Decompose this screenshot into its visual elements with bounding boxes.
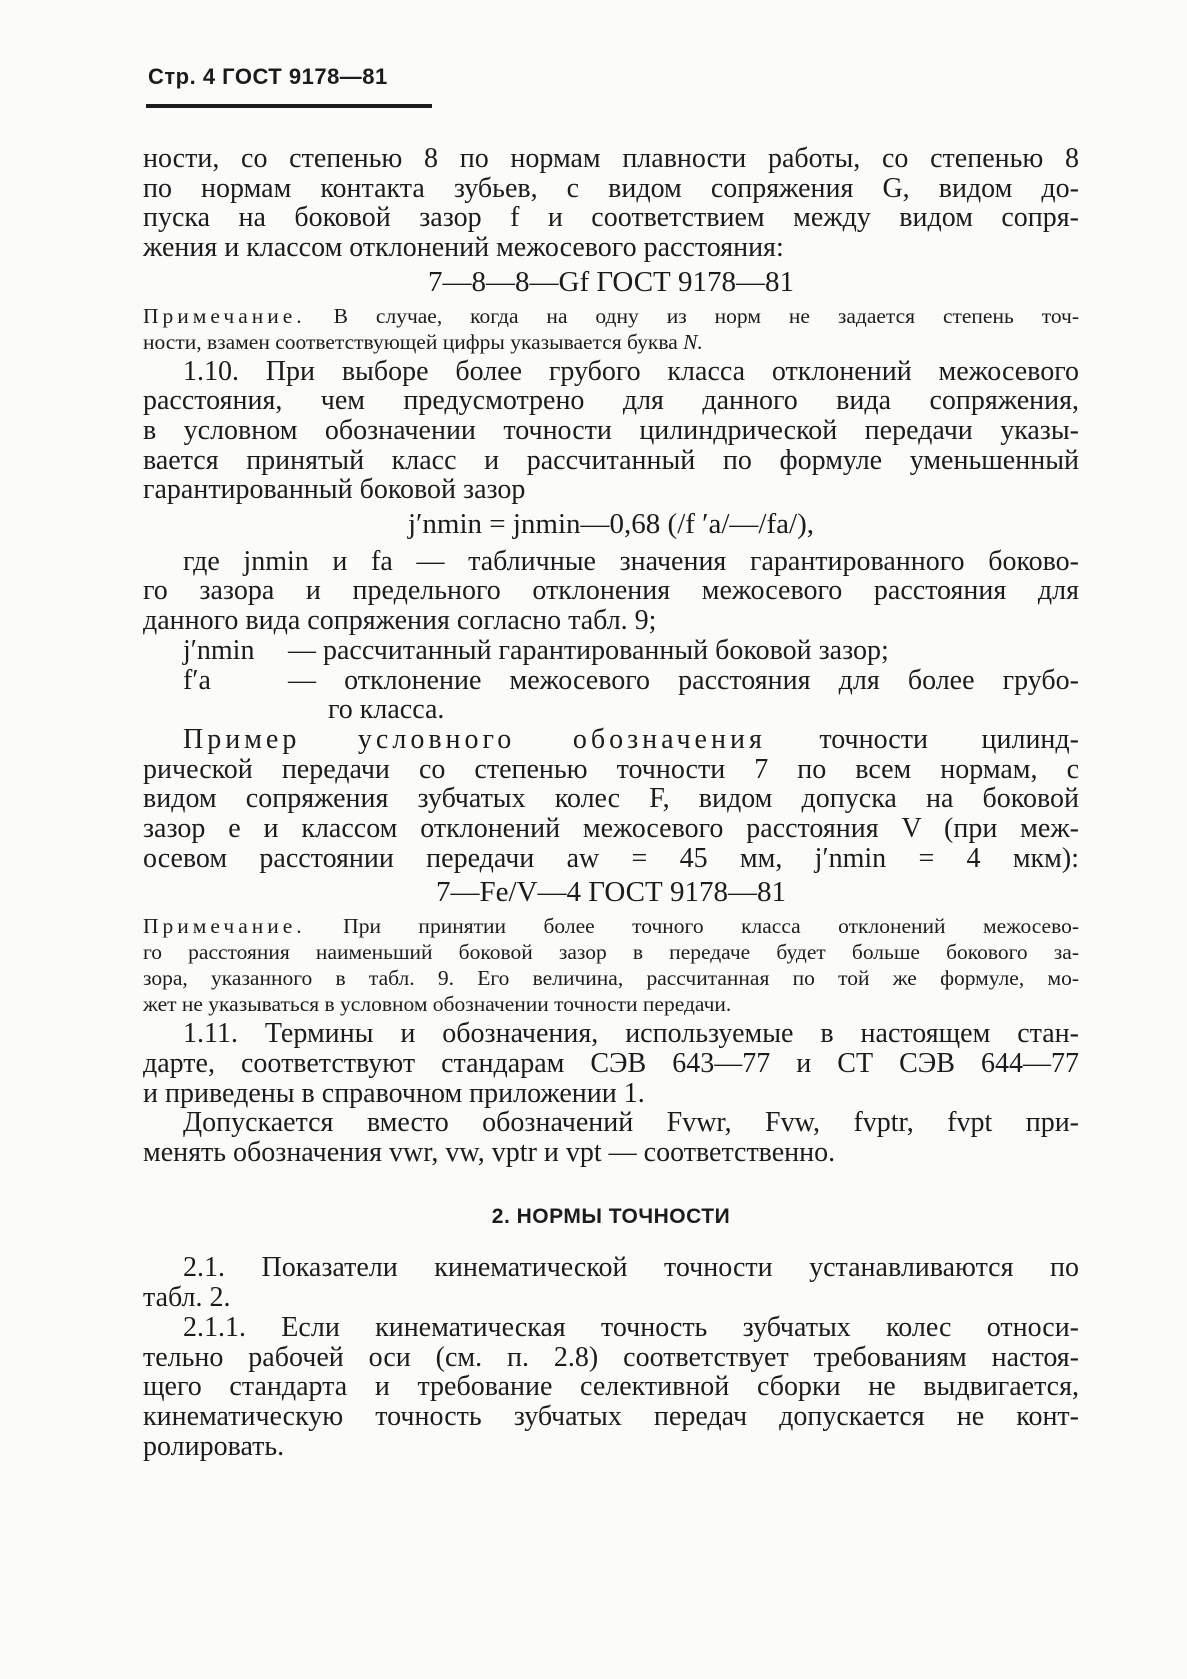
note-text: ности, взамен соответствующей цифры указывается буква — [143, 329, 678, 354]
text-line: ролировать. — [143, 1430, 285, 1462]
text-line: видом сопряжения зубчатых колес F, видом допуска на боковой — [143, 783, 1079, 815]
text-line: 2.1.1. Если кинематическая точность зубчатых колес относи- — [183, 1311, 1079, 1343]
note-letter: N. — [683, 329, 703, 354]
definition-symbol: f′a — [183, 664, 211, 696]
note-2 — [143, 915, 1079, 1015]
section-title: 2. НОРМЫ ТОЧНОСТИ — [491, 1204, 731, 1228]
text-line: го зазора и предельного отклонения межосевого расстояния для — [143, 575, 1079, 607]
note-text: жет не указываться в условном обозначении точности передачи. — [143, 992, 732, 1017]
text-line: го класса. — [328, 694, 445, 726]
text-line: менять обозначения vwr, vw, vptr и vpt — соответственно. — [143, 1136, 836, 1168]
text-line: расстояния, чем предусмотрено для данного вида сопряжения, — [143, 385, 1079, 417]
where-block — [143, 547, 1079, 725]
text-line: жения и классом отклонений межосевого расстояния: — [143, 232, 784, 264]
example-label: Пример условного обозначения — [183, 723, 766, 755]
note-text: При принятии более точного класса отклонений межосево- — [343, 914, 1080, 939]
text-line: Допускается вместо обозначений Fvwr, Fvw, fvptr, fvpt при- — [183, 1107, 1079, 1139]
note-text: го расстояния наименьший боковой зазор в передаче будет больше бокового за- — [143, 940, 1079, 965]
text-line: точности цилинд- — [819, 723, 1079, 755]
note-text: В случае, когда на одну из норм не задается степень точ- — [333, 303, 1080, 328]
text-line: зазор e и классом отклонений межосевого расстояния V (при меж- — [143, 813, 1079, 845]
text-line: 1.10. При выборе более грубого класса отклонений межосевого — [183, 355, 1079, 387]
text-line: данного вида сопряжения согласно табл. 9; — [143, 605, 657, 637]
paragraph-1-11 — [143, 1019, 1079, 1108]
formula-clearance: j′nmin = jnmin—0,68 (/f ′a/—/fa/), — [408, 508, 814, 541]
text-line: осевом расстоянии передачи aw = 45 мм, j′nmin = 4 мкм): — [143, 842, 1079, 874]
text-line: табл. 2. — [143, 1282, 231, 1314]
text-line: дарте, соответствуют стандарам СЭВ 643—77 и СТ СЭВ 644—77 — [143, 1047, 1079, 1079]
text-line: гарантированный боковой зазор — [143, 474, 526, 506]
text-line: и приведены в справочном приложении 1. — [143, 1077, 645, 1109]
definition-row — [143, 636, 1079, 666]
text-line: пуска на боковой зазор f и соответствием между видом сопря- — [143, 202, 1079, 234]
paragraph-1-10 — [143, 357, 1079, 506]
definition-text: — отклонение межосевого расстояния для более грубо- — [288, 664, 1079, 696]
definition-row — [143, 666, 1079, 696]
document-body — [143, 144, 1079, 1461]
paragraph-continuation — [143, 144, 1079, 263]
definition-text: — рассчитанный гарантированный боковой зазор; — [288, 634, 889, 666]
note-label: Примечание. — [143, 914, 306, 939]
definition-symbol: j′nmin — [183, 634, 255, 666]
text-line: вается принятый класс и рассчитанный по формуле уменьшенный — [143, 444, 1079, 476]
text-line: по нормам контакта зубьев, с видом сопряжения G, видом до- — [143, 172, 1079, 204]
text-line: где jnmin и fa — табличные значения гарантированного боково- — [183, 545, 1079, 577]
text-line: щего стандарта и требование селективной сборки не выдвигается, — [143, 1371, 1079, 1403]
note-label: Примечание. — [143, 303, 306, 328]
text-line: в условном обозначении точности цилиндрической передачи указы- — [143, 414, 1079, 446]
note-text: зора, указанного в табл. 9. Его величина, рассчитанная по той же формуле, мо- — [143, 966, 1079, 991]
page-header: Стр. 4 ГОСТ 9178—81 — [148, 64, 388, 89]
text-line: кинематическую точность зубчатых передач допускается не конт- — [143, 1400, 1079, 1432]
text-line: ности, со степенью 8 по нормам плавности работы, со степенью 8 — [143, 143, 1079, 174]
paragraph-allowed-symbols — [143, 1108, 1079, 1167]
formula-designation-2: 7—Fe/V—4 ГОСТ 9178—81 — [436, 876, 786, 909]
note-1 — [143, 305, 1079, 353]
text-line: рической передачи со степенью точности 7 по всем нормам, с — [143, 753, 1079, 785]
paragraph-2-1 — [143, 1253, 1079, 1312]
text-line: тельно рабочей оси (см. п. 2.8) соответствует требованиям настоя- — [143, 1341, 1079, 1373]
text-line: 1.11. Термины и обозначения, используемые в настоящем стан- — [183, 1018, 1079, 1050]
header-rule — [146, 104, 432, 108]
formula-designation-1: 7—8—8—Gf ГОСТ 9178—81 — [428, 265, 794, 298]
paragraph-2-1-1 — [143, 1313, 1079, 1462]
example-paragraph — [143, 725, 1079, 874]
text-line: 2.1. Показатели кинематической точности устанавливаются по — [183, 1252, 1079, 1284]
